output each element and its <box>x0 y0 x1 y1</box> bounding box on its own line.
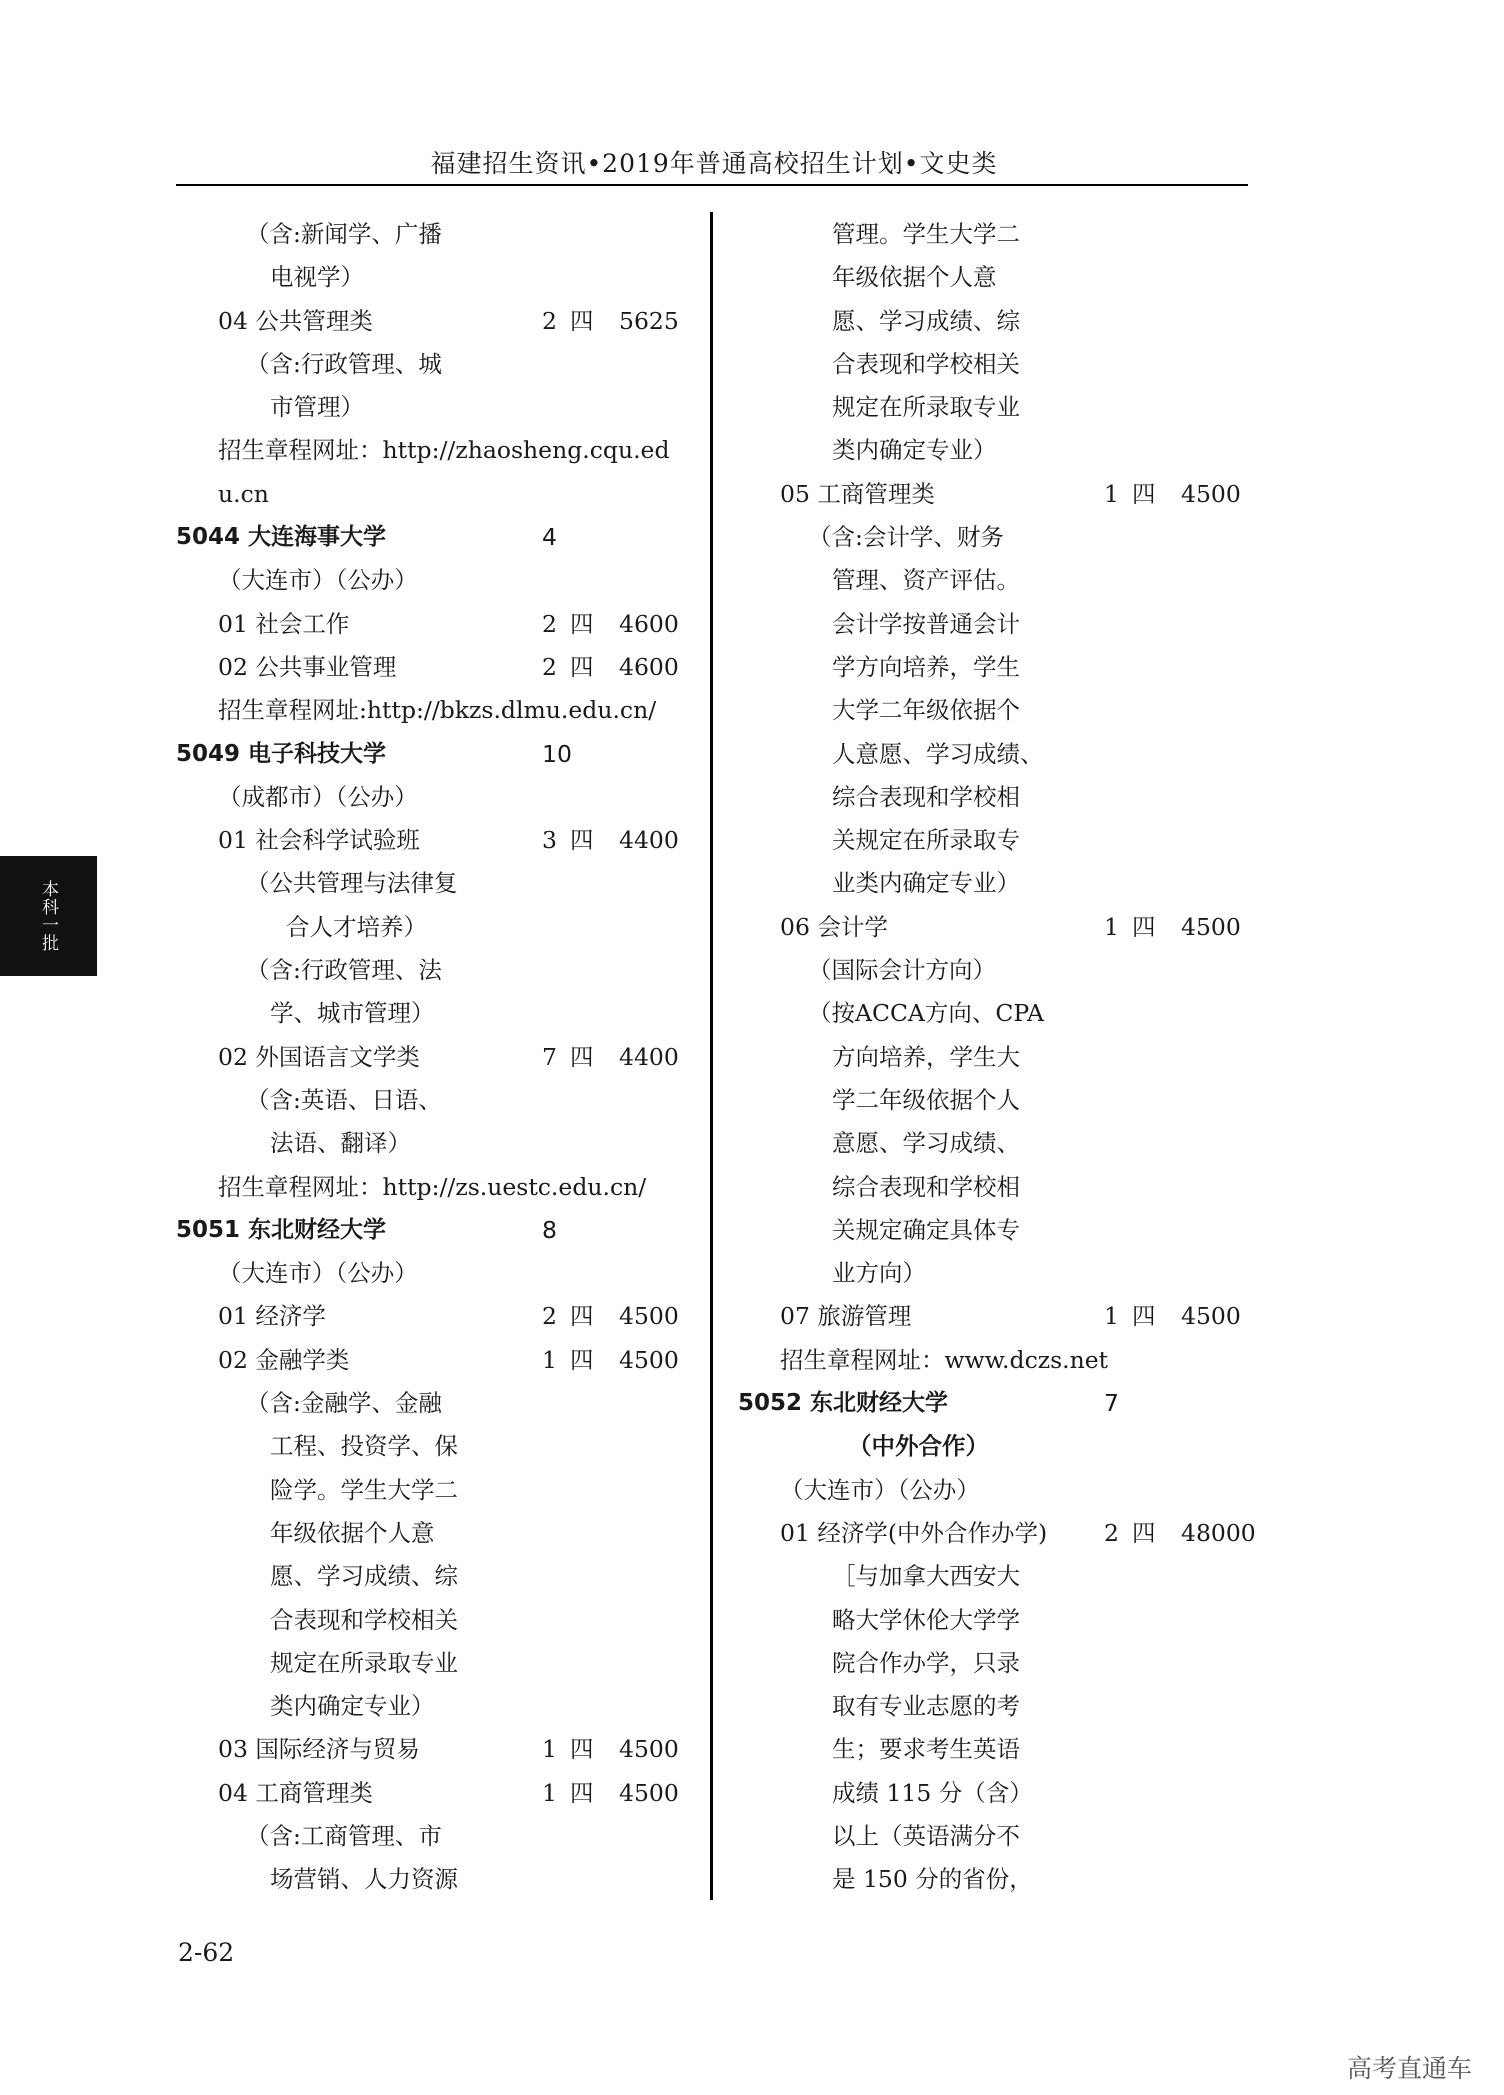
listing-row <box>740 1036 1260 1079</box>
listing-row <box>740 1209 1260 1252</box>
school-row <box>178 733 698 776</box>
row-text: （含:工商管理、市 <box>246 1821 442 1850</box>
row-text: 5051 东北财经大学 <box>176 1216 387 1243</box>
study-years: 四 <box>570 1778 594 1807</box>
enrollment-count: 1 <box>1104 912 1119 941</box>
study-years: 四 <box>1132 479 1156 508</box>
listing-row <box>178 1469 698 1512</box>
listing-row <box>178 1036 698 1079</box>
tuition-fee: 4500 <box>619 1345 679 1374</box>
enrollment-count: 7 <box>542 1042 557 1071</box>
listing-row <box>178 603 698 646</box>
left-column <box>178 213 698 1902</box>
listing-row <box>740 1339 1260 1382</box>
listing-row <box>178 300 698 343</box>
side-tab <box>0 856 97 976</box>
row-text: （大连市）（公办） <box>780 1475 980 1504</box>
row-text: 愿、学习成绩、综 <box>270 1562 458 1591</box>
row-text: 以上（英语满分不 <box>832 1821 1020 1850</box>
row-text: 招生章程网址:http://bkzs.dlmu.edu.cn/ <box>218 696 657 725</box>
row-text: 关规定确定具体专 <box>832 1215 1020 1244</box>
row-text: （含:行政管理、法 <box>246 956 442 985</box>
listing-row <box>178 1166 698 1209</box>
listing-row <box>178 1555 698 1598</box>
enrollment-count: 1 <box>542 1778 557 1807</box>
row-text: 01 经济学(中外合作办学) <box>780 1518 1048 1547</box>
enrollment-count: 7 <box>1104 1389 1119 1418</box>
row-text: 市管理） <box>270 393 364 422</box>
row-text: 生；要求考生英语 <box>832 1735 1020 1764</box>
row-text: 大学二年级依据个 <box>832 696 1020 725</box>
row-text: 业类内确定专业） <box>832 869 1020 898</box>
tuition-fee: 4500 <box>619 1778 679 1807</box>
listing-row <box>740 1425 1260 1468</box>
listing-row <box>740 1166 1260 1209</box>
listing-row <box>178 1685 698 1728</box>
tuition-fee: 4500 <box>1181 479 1241 508</box>
study-years: 四 <box>1132 1518 1156 1547</box>
row-text: （含:新闻学、广播 <box>246 220 442 248</box>
school-row <box>178 516 698 559</box>
listing-row <box>740 1772 1260 1815</box>
row-text: 5052 东北财经大学 <box>738 1390 949 1417</box>
tuition-fee: 4600 <box>619 652 679 681</box>
row-text: 招生章程网址：http://zhaosheng.cqu.ed <box>218 436 670 465</box>
row-text: 取有专业志愿的考 <box>832 1692 1020 1721</box>
listing-row <box>740 1815 1260 1858</box>
side-tab-label: 本科一批 <box>38 880 58 952</box>
listing-row <box>178 1295 698 1338</box>
listing-row <box>740 473 1260 516</box>
listing-row <box>178 1728 698 1771</box>
tuition-fee: 4500 <box>619 1735 679 1764</box>
enrollment-count: 2 <box>1104 1518 1119 1547</box>
row-text: 人意愿、学习成绩、 <box>832 739 1044 768</box>
listing-row <box>740 1469 1260 1512</box>
enrollment-count: 2 <box>542 609 557 638</box>
listing-row <box>740 1685 1260 1728</box>
listing-row <box>178 1512 698 1555</box>
listing-row <box>178 256 698 299</box>
listing-row <box>740 819 1260 862</box>
listing-row <box>740 1079 1260 1122</box>
enrollment-count: 8 <box>542 1215 557 1244</box>
listing-row <box>740 1252 1260 1295</box>
row-text: 规定在所录取专业 <box>270 1648 458 1677</box>
listing-row <box>740 733 1260 776</box>
study-years: 四 <box>1132 1302 1156 1331</box>
listing-row <box>740 776 1260 819</box>
row-text: 05 工商管理类 <box>780 479 935 508</box>
listing-row <box>178 1079 698 1122</box>
listing-row <box>178 776 698 819</box>
page-number: 2-62 <box>178 1938 235 1967</box>
listing-row <box>740 992 1260 1035</box>
listing-row <box>178 862 698 905</box>
listing-row <box>178 429 698 472</box>
row-text: 工程、投资学、保 <box>270 1432 458 1461</box>
enrollment-count: 1 <box>542 1345 557 1374</box>
listing-row <box>178 1122 698 1165</box>
row-text: 04 公共管理类 <box>218 306 373 335</box>
row-text: 学、城市管理） <box>270 999 435 1028</box>
row-text: 04 工商管理类 <box>218 1778 373 1807</box>
listing-row <box>178 1599 698 1642</box>
row-text: 综合表现和学校相 <box>832 1172 1020 1201</box>
study-years: 四 <box>570 1042 594 1071</box>
enrollment-count: 1 <box>542 1735 557 1764</box>
tuition-fee: 4400 <box>619 1042 679 1071</box>
row-text: （成都市）（公办） <box>218 782 418 811</box>
row-text: （按ACCA方向、CPA <box>808 999 1045 1028</box>
right-column <box>740 213 1260 1902</box>
tuition-fee: 4400 <box>619 826 679 855</box>
row-text: 方向培养，学生大 <box>832 1042 1020 1071</box>
listing-row <box>178 819 698 862</box>
row-text: 02 公共事业管理 <box>218 652 397 681</box>
row-text: 综合表现和学校相 <box>832 782 1020 811</box>
row-text: 招生章程网址：http://zs.uestc.edu.cn/ <box>218 1172 647 1201</box>
listing-row <box>178 343 698 386</box>
listing-row <box>178 1252 698 1295</box>
row-text: 类内确定专业） <box>270 1692 435 1721</box>
listing-row <box>178 559 698 602</box>
row-text: 合表现和学校相关 <box>832 349 1020 378</box>
listing-row <box>740 603 1260 646</box>
listing-row <box>740 689 1260 732</box>
header-rule <box>176 184 1248 186</box>
study-years: 四 <box>1132 912 1156 941</box>
listing-row <box>740 1512 1260 1555</box>
row-text: 院合作办学，只录 <box>832 1648 1020 1677</box>
tuition-fee: 4500 <box>1181 912 1241 941</box>
enrollment-count: 3 <box>542 826 557 855</box>
row-text: 业方向） <box>832 1259 926 1288</box>
listing-row <box>740 213 1260 256</box>
page-header: 福建招生资讯•2019年普通高校招生计划•文史类 <box>430 149 998 178</box>
listing-row <box>740 300 1260 343</box>
listing-row <box>740 429 1260 472</box>
listing-row <box>740 949 1260 992</box>
enrollment-count: 2 <box>542 652 557 681</box>
row-text: 01 社会工作 <box>218 609 350 638</box>
enrollment-count: 2 <box>542 306 557 335</box>
row-text: 会计学按普通会计 <box>832 609 1020 638</box>
row-text: 03 国际经济与贸易 <box>218 1735 420 1764</box>
listing-row <box>178 1425 698 1468</box>
listing-row <box>178 689 698 732</box>
listing-row <box>178 906 698 949</box>
column-divider <box>710 212 713 1900</box>
row-text: （大连市）（公办） <box>218 566 418 595</box>
row-text: 愿、学习成绩、综 <box>832 306 1020 335</box>
row-text: 管理、资产评估。 <box>832 566 1020 595</box>
listing-row <box>740 1728 1260 1771</box>
listing-row <box>740 862 1260 905</box>
row-text: 意愿、学习成绩、 <box>832 1129 1020 1158</box>
row-text: 略大学休伦大学学 <box>832 1605 1020 1634</box>
listing-row <box>740 646 1260 689</box>
listing-row <box>178 386 698 429</box>
row-text: 合表现和学校相关 <box>270 1605 458 1634</box>
row-text: （含:金融学、金融 <box>246 1389 442 1418</box>
row-text: 5049 电子科技大学 <box>176 740 387 767</box>
study-years: 四 <box>570 652 594 681</box>
tuition-fee: 48000 <box>1181 1518 1256 1547</box>
listing-row <box>740 1858 1260 1901</box>
study-years: 四 <box>570 826 594 855</box>
school-row <box>178 1209 698 1252</box>
listing-row <box>740 1295 1260 1338</box>
study-years: 四 <box>570 1735 594 1764</box>
row-text: 场营销、人力资源 <box>270 1865 458 1894</box>
listing-row <box>740 1555 1260 1598</box>
row-text: 是 150 分的省份， <box>832 1865 1033 1894</box>
tuition-fee: 4500 <box>619 1302 679 1331</box>
row-text: 电视学） <box>270 263 364 292</box>
listing-row <box>740 256 1260 299</box>
row-text: （含:会计学、财务 <box>808 523 1004 552</box>
watermark: 高考直通车 <box>1347 2054 1473 2083</box>
row-text: 招生章程网址：www.dczs.net <box>780 1345 1109 1374</box>
study-years: 四 <box>570 306 594 335</box>
study-years: 四 <box>570 1345 594 1374</box>
tuition-fee: 4600 <box>619 609 679 638</box>
listing-row <box>178 1642 698 1685</box>
row-text: 01 社会科学试验班 <box>218 826 420 855</box>
row-text: 02 外国语言文学类 <box>218 1042 420 1071</box>
listing-row <box>740 559 1260 602</box>
row-text: 成绩 115 分（含） <box>832 1778 1033 1807</box>
row-text: 险学。学生大学二 <box>270 1475 458 1504</box>
row-text: ［与加拿大西安大 <box>832 1562 1020 1591</box>
listing-row <box>178 473 698 516</box>
row-text: 关规定在所录取专 <box>832 826 1020 855</box>
listing-row <box>740 1599 1260 1642</box>
enrollment-count: 1 <box>1104 1302 1119 1331</box>
study-years: 四 <box>570 609 594 638</box>
row-text: 学方向培养，学生 <box>832 652 1020 681</box>
row-text: 06 会计学 <box>780 912 888 941</box>
listing-row <box>178 1815 698 1858</box>
listing-row <box>178 992 698 1035</box>
row-text: 类内确定专业） <box>832 436 997 465</box>
row-text: 5044 大连海事大学 <box>176 524 387 551</box>
listing-row <box>178 1858 698 1901</box>
row-text: 07 旅游管理 <box>780 1302 912 1331</box>
listing-row <box>740 1122 1260 1165</box>
row-text: （国际会计方向） <box>808 956 996 985</box>
enrollment-count: 2 <box>542 1302 557 1331</box>
listing-row <box>740 516 1260 559</box>
row-text: 年级依据个人意 <box>832 263 997 292</box>
listing-row <box>178 949 698 992</box>
listing-row <box>740 343 1260 386</box>
enrollment-count: 4 <box>542 523 557 552</box>
listing-row <box>178 1772 698 1815</box>
row-text: （含:行政管理、城 <box>246 349 442 378</box>
row-text: 01 经济学 <box>218 1302 326 1331</box>
row-text: 管理。学生大学二 <box>832 220 1020 248</box>
row-text: （公共管理与法律复 <box>246 869 458 898</box>
listing-row <box>740 386 1260 429</box>
listing-row <box>740 906 1260 949</box>
listing-row <box>178 1339 698 1382</box>
listing-row <box>178 1382 698 1425</box>
row-text: （含:英语、日语、 <box>246 1085 442 1114</box>
row-text: 合人才培养） <box>286 912 427 941</box>
row-text: （大连市）（公办） <box>218 1259 418 1288</box>
row-text: 法语、翻译） <box>270 1129 411 1158</box>
listing-row <box>178 213 698 256</box>
enrollment-count: 1 <box>1104 479 1119 508</box>
row-text: u.cn <box>218 479 269 508</box>
tuition-fee: 5625 <box>619 306 679 335</box>
school-row <box>740 1382 1260 1425</box>
listing-row <box>178 646 698 689</box>
listing-row <box>740 1642 1260 1685</box>
row-text: （中外合作） <box>848 1432 989 1461</box>
study-years: 四 <box>570 1302 594 1331</box>
row-text: 学二年级依据个人 <box>832 1085 1020 1114</box>
enrollment-count: 10 <box>542 739 572 768</box>
row-text: 规定在所录取专业 <box>832 393 1020 422</box>
row-text: 年级依据个人意 <box>270 1518 435 1547</box>
tuition-fee: 4500 <box>1181 1302 1241 1331</box>
row-text: 02 金融学类 <box>218 1345 350 1374</box>
